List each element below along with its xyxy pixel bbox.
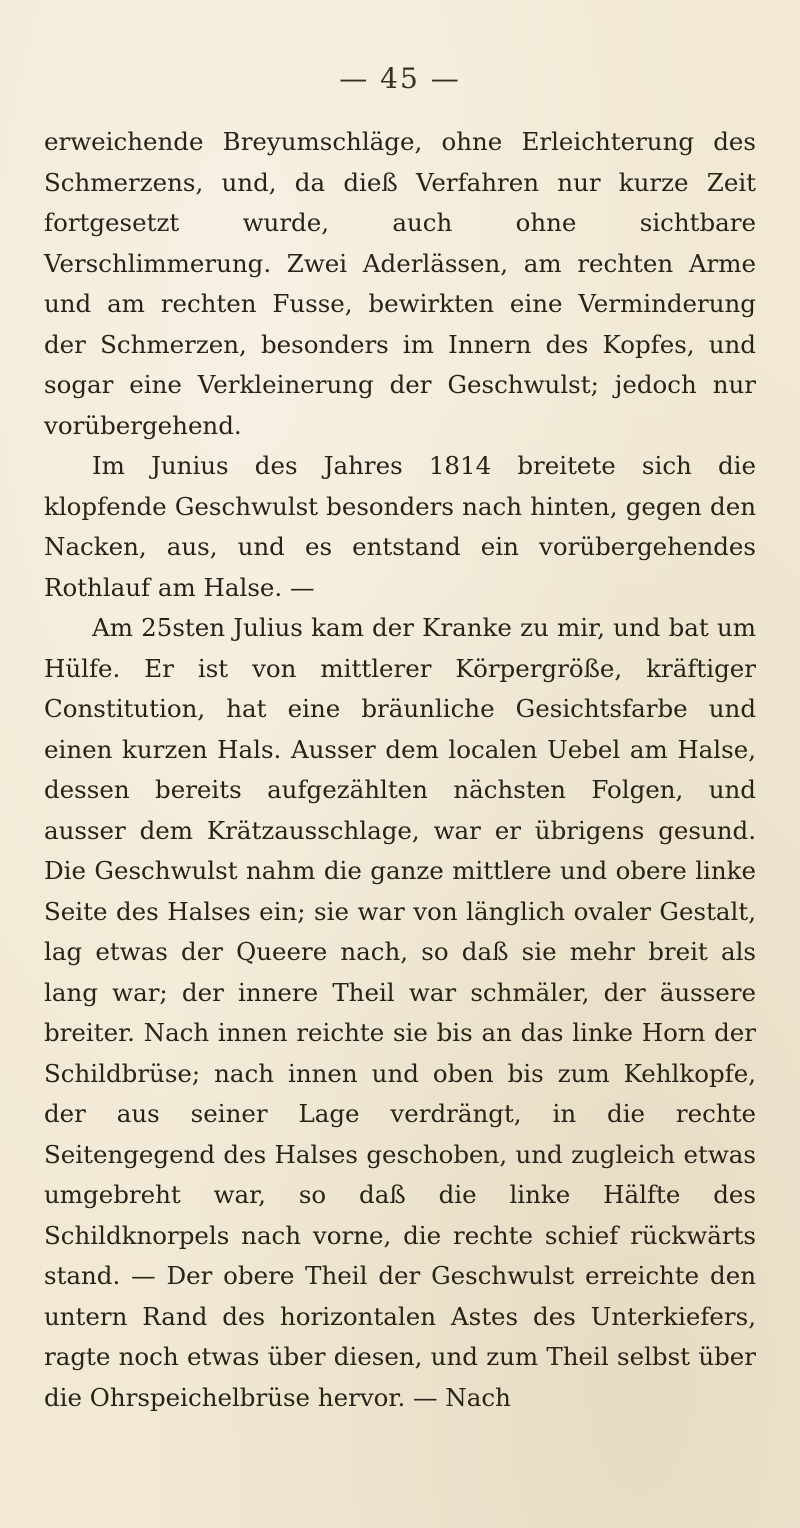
page-number: — 45 — <box>339 62 461 95</box>
paragraph-3: Am 25sten Julius kam der Kranke zu mir, und bat um Hülfe. Er ist von mittlerer Körpergröße, kräftiger Constitution, hat eine bräunliche Gesichtsfarbe und einen kurzen Hals. Ausser dem localen Uebel am Halse, dessen bereits aufgezählten nächsten Folgen, und ausser dem Krätzausschlage, war er übrigens gesund. Die Geschwulst nahm die ganze mittlere und obere linke Seite des Halses ein; sie war von länglich ovaler Gestalt, lag etwas der Queere nach, so daß sie mehr breit als lang war; der innere Theil war schmäler, der äussere breiter. Nach innen reichte sie bis an das linke Horn der Schildbrüse; nach innen und oben bis zum Kehlkopfe, der aus seiner Lage verdrängt, in die rechte Seitengegend des Halses geschoben, und zugleich etwas umgebreht war, so daß die linke Hälfte des Schildknorpels nach vorne, die rechte schief rückwärts stand. — Der obere Theil der Geschwulst erreichte den untern Rand des horizontalen Astes des Unterkiefers, ragte noch etwas über diesen, und zum Theil selbst über die Ohrspeichelbrüse hervor. — Nach <box>44 613 756 1412</box>
paragraph-1: erweichende Breyumschläge, ohne Erleichterung des Schmerzens, und, da dieß Verfahren nur kurze Zeit fortgesetzt wurde, auch ohne sichtbare Verschlimmerung. Zwei Aderlässen, am rechten Arme und am rechten Fusse, bewirkten eine Verminderung der Schmerzen, besonders im Innern des Kopfes, und sogar eine Verkleinerung der Geschwulst; jedoch nur vorübergehend. <box>44 127 756 440</box>
paragraph-2: Im Junius des Jahres 1814 breitete sich die klopfende Geschwulst besonders nach hinten, gegen den Nacken, aus, und es entstand ein vorübergehendes Rothlauf am Halse. — <box>44 451 756 602</box>
body-text <box>44 122 756 1418</box>
